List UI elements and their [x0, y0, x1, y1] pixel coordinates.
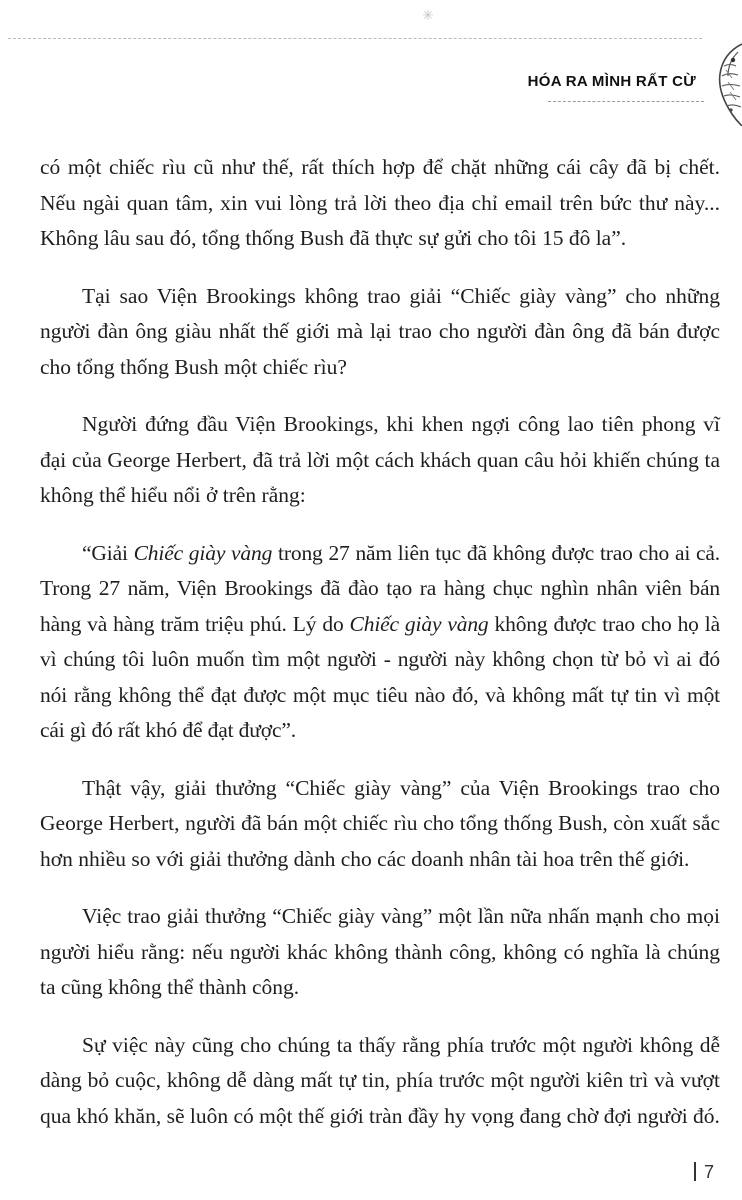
quote-text: “Giải — [82, 540, 134, 565]
award-name-italic: Chiếc giày vàng — [349, 611, 489, 636]
quote-text: trong 27 năm liên tục đã không được trao cho ai cả. Trong 27 năm, Viện Brookings đã đào tạo ra hàng chục nghìn nhân viên bán hàng và hàng trăm triệu phú. Lý do — [40, 540, 720, 636]
folio-bar — [694, 1162, 696, 1181]
sparkle-icon: ✳ — [422, 8, 434, 24]
body-text — [40, 150, 720, 1156]
leaf-sketch-icon — [702, 40, 742, 126]
paragraph-6: Việc trao giải thưởng “Chiếc giày vàng” một lần nữa nhấn mạnh cho mọi người hiểu rằng: nếu người khác không thành công, không có nghĩa là chúng ta cũng không thể thành công. — [40, 904, 720, 999]
quote-paragraph — [40, 536, 720, 749]
page-number — [694, 1162, 714, 1183]
page-number-text: 7 — [703, 1162, 714, 1182]
header-dashed-rule — [548, 101, 704, 102]
paragraph-5: Thật vậy, giải thưởng “Chiếc giày vàng” của Viện Brookings trao cho George Herbert, người đã bán một chiếc rìu cho tổng thống Bush, còn xuất sắc hơn nhiều so với giải thưởng dành cho các doanh nhân tài hoa trên thế giới. — [40, 775, 720, 871]
award-name-italic: Chiếc giày vàng — [133, 540, 273, 565]
top-dashed-rule — [8, 38, 702, 39]
paragraph-7: Sự việc này cũng cho chúng ta thấy rằng phía trước một người không dễ dàng bỏ cuộc, không dễ dàng mất tự tin, phía trước một người kiên trì và vượt qua khó khăn, sẽ luôn có một thế giới tràn đầy hy vọng đang chờ đợi người đó. — [40, 1032, 720, 1128]
paragraph-2: Tại sao Viện Brookings không trao giải “Chiếc giày vàng” cho những người đàn ông giàu nhất thế giới mà lại trao cho người đàn ông đã bán được cho tổng thống Bush một chiếc rìu? — [40, 283, 720, 379]
quote-text: không được trao cho họ là vì chúng tôi luôn muốn tìm một người - người này không chọn từ bỏ vì ai đó nói rằng không thể đạt được một mục tiêu nào đó, và không mất tự tin vì một cái gì đó rất khó để đạt được”. — [40, 611, 720, 742]
paragraph-3: Người đứng đầu Viện Brookings, khi khen ngợi công lao tiên phong vĩ đại của George Herbert, đã trả lời một cách khách quan câu hỏi khiến chúng ta không thể hiểu nổi ở trên rằng: — [40, 412, 720, 507]
paragraph-1: có một chiếc rìu cũ như thế, rất thích hợp để chặt những cái cây đã bị chết. Nếu ngài quan tâm, xin vui lòng trả lời theo địa chỉ email trên bức thư này... Không lâu sau đó, tổng thống Bush đã thực sự gửi cho tôi 15 đô la”. — [40, 155, 720, 250]
running-head-title: HÓA RA MÌNH RẤT CỪ — [527, 73, 696, 90]
